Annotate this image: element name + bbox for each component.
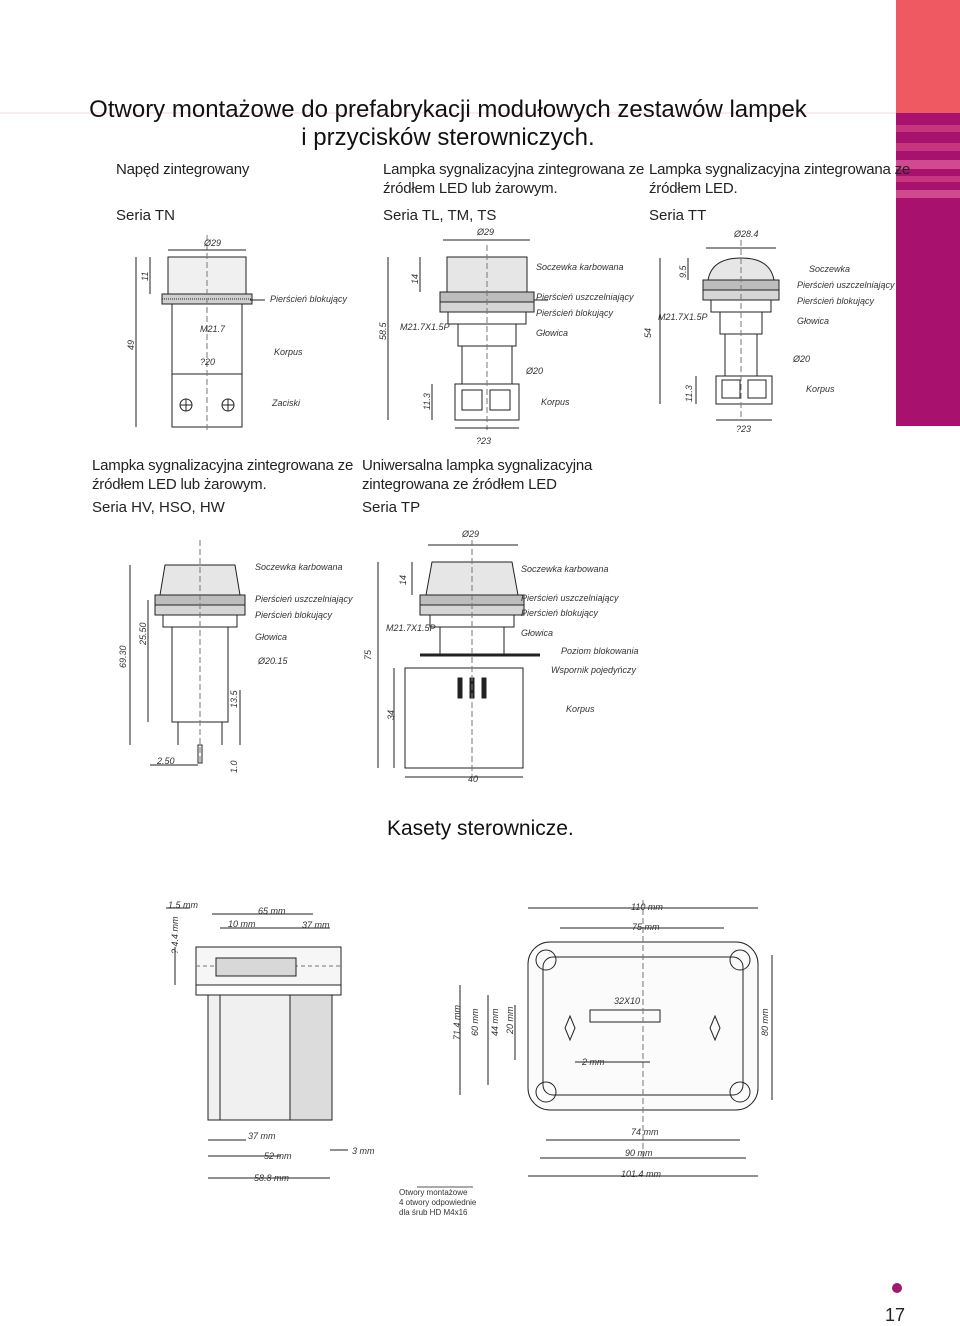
tp-lens: Soczewka karbowana [521, 564, 609, 574]
tt-heading-1: Lampka sygnalizacyjna zintegrowana ze [649, 161, 911, 178]
tl-heading-1: Lampka sygnalizacyjna zintegrowana ze [383, 161, 645, 178]
mounting-note [399, 1188, 476, 1218]
box-top-drawing [460, 900, 772, 1176]
mounting-note-3: dla śrub HD M4x16 [399, 1208, 468, 1217]
tn-h-49: 49 [126, 339, 136, 350]
tt-thread: M21.7X1.5P [658, 312, 708, 322]
tl-thread: M21.7X1.5P [400, 322, 450, 332]
tp-dia-top: Ø29 [462, 529, 480, 539]
tl-head: Głowica [536, 328, 569, 338]
box-top-80: 80 mm [760, 1008, 770, 1036]
tt-h-54: 54 [643, 327, 653, 338]
tl-dia20: Ø20 [526, 366, 544, 376]
tt-heading-2: źródłem LED. [649, 180, 738, 197]
tp-lock-level: Poziom blokowania [561, 646, 639, 656]
tl-seal: Pierścień uszczelniający [536, 292, 634, 302]
hv-h-6930: 69.30 [118, 645, 128, 668]
tt-ring: Pierścień blokujący [797, 296, 875, 306]
tn-body: Korpus [274, 347, 303, 357]
box-side-37: 37 mm [302, 920, 330, 930]
tp-thread: M21.7X1.5P [386, 623, 436, 633]
tl-h-585: 58.5 [378, 322, 388, 340]
hv-dia: Ø20.15 [258, 656, 288, 666]
tp-h-34: 34 [386, 709, 396, 720]
tn-series: Seria TN [116, 207, 175, 224]
hv-series: Seria HV, HSO, HW [92, 499, 225, 516]
tt-series: Seria TT [649, 207, 707, 224]
tn-dia-top: Ø29 [204, 238, 222, 248]
tp-series: Seria TP [362, 499, 421, 516]
box-side-10: 10 mm [228, 919, 256, 929]
hv-seal: Pierścień uszczelniający [255, 594, 353, 604]
tl-lamp-drawing [388, 240, 548, 430]
tt-dia-top: Ø28.4 [734, 229, 759, 239]
tp-w-40: 40 [468, 774, 479, 784]
tt-dia20: Ø20 [793, 354, 811, 364]
tn-ring: Pierścień blokujący [270, 294, 348, 304]
tp-support: Wspornik pojedyńczy [551, 665, 637, 675]
tp-heading-2: zintegrowana ze źródłem LED [362, 476, 557, 493]
tn-h-11: 11 [140, 271, 150, 281]
box-top-20: 20 mm [505, 1006, 515, 1034]
hv-w-250: 2.50 [157, 756, 175, 766]
box-side-b37: 37 mm [248, 1131, 276, 1141]
box-top-110: 110 mm [631, 902, 663, 912]
box-top-hole: 32X10 [614, 996, 641, 1006]
tl-dia23: ?23 [476, 436, 492, 446]
page-title-line1: Otwory montażowe do prefabrykacji modułowych zestawów lampek [89, 96, 807, 123]
tp-heading-1: Uniwersalna lampka sygnalizacyjna [362, 457, 593, 474]
tn-thread: M21.7 [200, 324, 226, 334]
tt-seal: Pierścień uszczelniający [797, 280, 895, 290]
tt-h-113: 11.3 [684, 385, 694, 402]
hv-lens: Soczewka karbowana [255, 562, 343, 572]
box-top-44: 44 mm [490, 1008, 500, 1036]
box-side-65: 65 mm [258, 906, 286, 916]
mounting-note-1: Otwory montażowe [399, 1188, 468, 1197]
page-title-line2: i przycisków sterowniczych. [301, 124, 595, 151]
tt-lens: Soczewka [809, 264, 851, 274]
box-top-714: 71.4 mm [452, 1004, 462, 1040]
tt-dia23: ?23 [736, 424, 752, 434]
hv-h-135: 13.5 [229, 690, 239, 708]
hv-h-2550: 25.50 [138, 622, 148, 645]
tn-terminals: Zaciski [272, 398, 301, 408]
tp-ring: Pierścień blokujący [521, 608, 599, 618]
box-top-b1014: 101.4 mm [621, 1169, 662, 1179]
box-top-60: 60 mm [470, 1008, 480, 1036]
tl-h-113: 11.3 [422, 393, 432, 410]
hv-heading-1: Lampka sygnalizacyjna zintegrowana ze [92, 457, 354, 474]
tl-ring: Pierścień blokujący [536, 308, 614, 318]
box-top-b74: 74 mm [631, 1127, 659, 1137]
tl-series: Seria TL, TM, TS [383, 207, 497, 224]
tp-h-14: 14 [398, 574, 408, 585]
tt-body: Korpus [806, 384, 835, 394]
tn-heading: Napęd zintegrowany [116, 161, 250, 178]
mounting-note-2: 4 otwory odpowiednie [399, 1198, 477, 1207]
tp-seal: Pierścień uszczelniający [521, 593, 619, 603]
page-number: 17 [885, 1305, 906, 1325]
box-top-2: 2 mm [582, 1057, 605, 1067]
box-side-b52: 52 mm [264, 1151, 292, 1161]
box-side-b588: 58.8 mm [254, 1173, 290, 1183]
box-top-b90: 90 mm [625, 1148, 653, 1158]
tp-h-75: 75 [363, 649, 373, 660]
tp-head: Głowica [521, 628, 554, 638]
hv-heading-2: źródłem LED lub żarowym. [92, 476, 267, 493]
hv-w-10: 1.0 [229, 760, 239, 773]
tl-lens: Soczewka karbowana [536, 262, 624, 272]
box-top-75: 75 mm [632, 922, 660, 932]
boxes-heading: Kasety sterownicze. [387, 817, 574, 840]
tt-head: Głowica [797, 316, 830, 326]
box-side-44: ? 4.4 mm [170, 916, 180, 954]
hv-head: Głowica [255, 632, 288, 642]
tl-body: Korpus [541, 397, 570, 407]
hv-ring: Pierścień blokujący [255, 610, 333, 620]
box-side-15: 1.5 mm [168, 900, 199, 910]
tl-heading-2: źródłem LED lub żarowym. [383, 180, 558, 197]
box-side-b3: 3 mm [352, 1146, 375, 1156]
tt-h-95: 9.5 [678, 265, 688, 278]
tl-dia-top: Ø29 [477, 227, 495, 237]
tp-body: Korpus [566, 704, 595, 714]
hv-lamp-drawing [130, 540, 245, 765]
tn-dia-bottom: ?20 [200, 357, 216, 367]
tl-h-14: 14 [410, 273, 420, 284]
